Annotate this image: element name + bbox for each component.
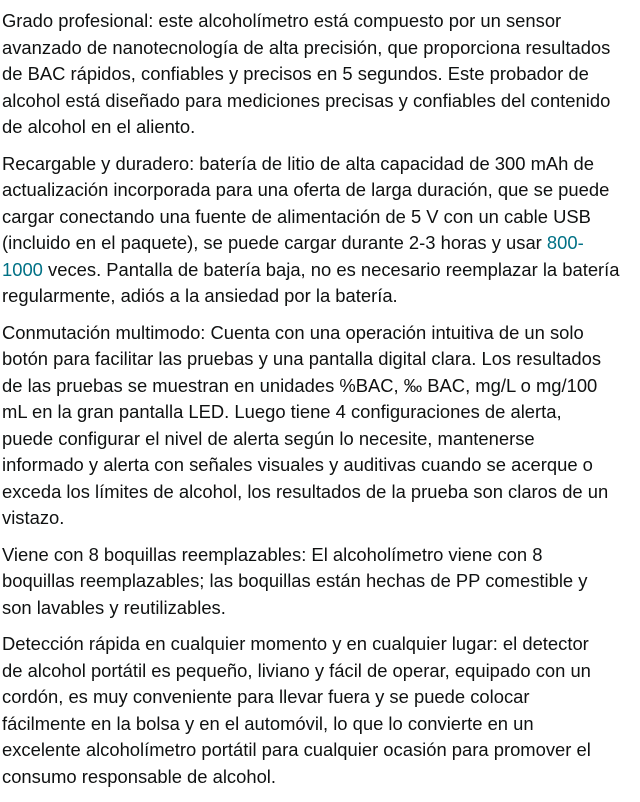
text-line: cargar conectando una fuente de alimentación de 5 V con un cable USB: [2, 205, 591, 227]
text-line: cordón, es muy conveniente para llevar fuera y se puede colocar: [2, 686, 530, 707]
text-line: vistazo.: [2, 507, 65, 528]
text-line: fácilmente en la bolsa y en el automóvil, lo que lo convierte en un: [2, 712, 534, 734]
text-line: [2, 257, 640, 284]
text-line: de las pruebas se muestran en unidades %BAC, ‰ BAC, mg/L o mg/100: [2, 374, 598, 396]
text-line: boquillas reemplazables; las boquillas están hechas de PP comestible y: [2, 570, 588, 591]
text-segment: veces. Pantalla de batería baja, no es necesario reemplazar la batería: [42, 258, 620, 280]
feature-paragraph-mouthpieces: [2, 542, 640, 622]
text-line: Detección rápida en cualquier momento y en cualquier lugar: el detector: [2, 633, 589, 654]
text-line: informado y alerta con señales visuales y auditivas cuando se acerque o: [2, 454, 593, 475]
text-line: Grado profesional: este alcoholímetro está compuesto por un sensor: [2, 10, 562, 31]
text-line: de alcohol en el aliento.: [2, 116, 196, 137]
text-line: puede configurar el nivel de alerta según lo necesite, mantenerse: [2, 427, 535, 449]
text-line: excelente alcoholímetro portátil para cualquier ocasión para promover el: [2, 739, 591, 760]
text-line: son lavables y reutilizables.: [2, 596, 226, 618]
charge-cycles-link[interactable]: 1000: [2, 258, 43, 280]
text-line: avanzado de nanotecnología de alta precisión, que proporciona resultados: [2, 36, 611, 58]
text-line: Viene con 8 boquillas reemplazables: El alcoholímetro viene con 8: [2, 543, 543, 565]
text-line: mL en la gran pantalla LED. Luego tiene 4 configuraciones de alerta,: [2, 401, 562, 422]
text-line: exceda los límites de alcohol, los resultados de la prueba son claros de un: [2, 480, 609, 502]
text-line: Recargable y duradero: batería de litio de alta capacidad de 300 mAh de: [2, 152, 594, 174]
text-segment: (incluido en el paquete), se puede cargar durante 2-3 horas y usar: [2, 232, 547, 253]
feature-paragraph-professional-grade: [2, 8, 640, 141]
text-line: actualización incorporada para una oferta de larga duración, que se puede: [2, 179, 610, 200]
text-line: consumo responsable de alcohol.: [2, 765, 276, 787]
feature-paragraph-portable: [2, 631, 640, 790]
text-line: de alcohol portátil es pequeño, liviano y fácil de operar, equipado con un: [2, 659, 591, 681]
feature-paragraph-rechargeable: [2, 151, 640, 310]
text-line: regularmente, adiós a la ansiedad por la batería.: [2, 285, 398, 306]
text-line: alcohol está diseñado para mediciones precisas y confiables del contenido: [2, 89, 611, 111]
text-line: Conmutación multimodo: Cuenta con una operación intuitiva de un solo: [2, 321, 584, 343]
feature-paragraph-multimode: [2, 320, 640, 532]
text-line: botón para facilitar las pruebas y una pantalla digital clara. Los resultados: [2, 348, 602, 369]
text-line: [2, 230, 640, 257]
charge-cycles-link[interactable]: 800-: [546, 232, 584, 253]
text-line: de BAC rápidos, confiables y precisos en 5 segundos. Este probador de: [2, 63, 589, 84]
